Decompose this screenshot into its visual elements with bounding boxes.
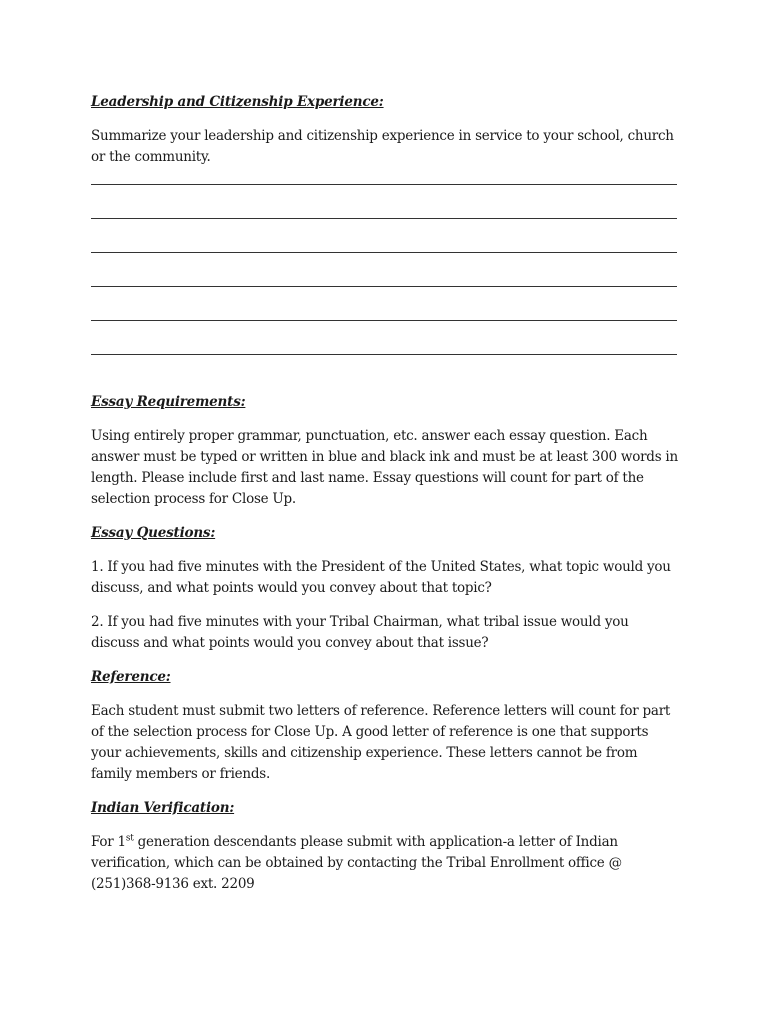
answer-line-4[interactable] xyxy=(91,286,677,287)
essay-requirements-text: Using entirely proper grammar, punctuation, etc. answer each essay question. Each answer must be typed or written in blue and black ink and must be at least 300 words in length. Please include first and last name. Essay questions will count for part of the selection process for Close Up. xyxy=(91,428,678,507)
leadership-prompt: Summarize your leadership and citizenship experience in service to your school, church or the community. xyxy=(91,128,674,165)
indian-verification-text xyxy=(91,832,679,895)
indian-verification-heading: Indian Verification: xyxy=(91,800,235,816)
answer-line-3[interactable] xyxy=(91,252,677,253)
verification-text-start: For 1 xyxy=(91,834,126,850)
answer-line-1[interactable] xyxy=(91,184,677,185)
essay-question-1: 1. If you had five minutes with the President of the United States, what topic would you discuss, and what points would you convey about that topic? xyxy=(91,559,671,596)
answer-line-2[interactable] xyxy=(91,218,677,219)
ordinal-suffix: st xyxy=(125,833,134,844)
answer-line-6[interactable] xyxy=(91,354,677,355)
reference-text: Each student must submit two letters of reference. Reference letters will count for part of the selection process for Close Up. A good letter of reference is one that supports your achievements, skills and citizenship experience. These letters cannot be from family members or friends. xyxy=(91,703,671,782)
answer-lines xyxy=(91,184,679,355)
essay-question-2: 2. If you had five minutes with your Tribal Chairman, what tribal issue would you discuss and what points would you convey about that issue? xyxy=(91,614,629,651)
answer-line-5[interactable] xyxy=(91,320,677,321)
document-page xyxy=(91,92,679,895)
reference-heading: Reference: xyxy=(91,669,171,685)
essay-requirements-heading: Essay Requirements: xyxy=(91,394,246,410)
verification-text-end: generation descendants please submit with application-a letter of Indian verification, which can be obtained by contacting the Tribal Enrollment office @ (251)368-9136 ext. 2209 xyxy=(91,834,622,892)
leadership-heading: Leadership and Citizenship Experience: xyxy=(91,94,384,110)
essay-questions-heading: Essay Questions: xyxy=(91,525,216,541)
